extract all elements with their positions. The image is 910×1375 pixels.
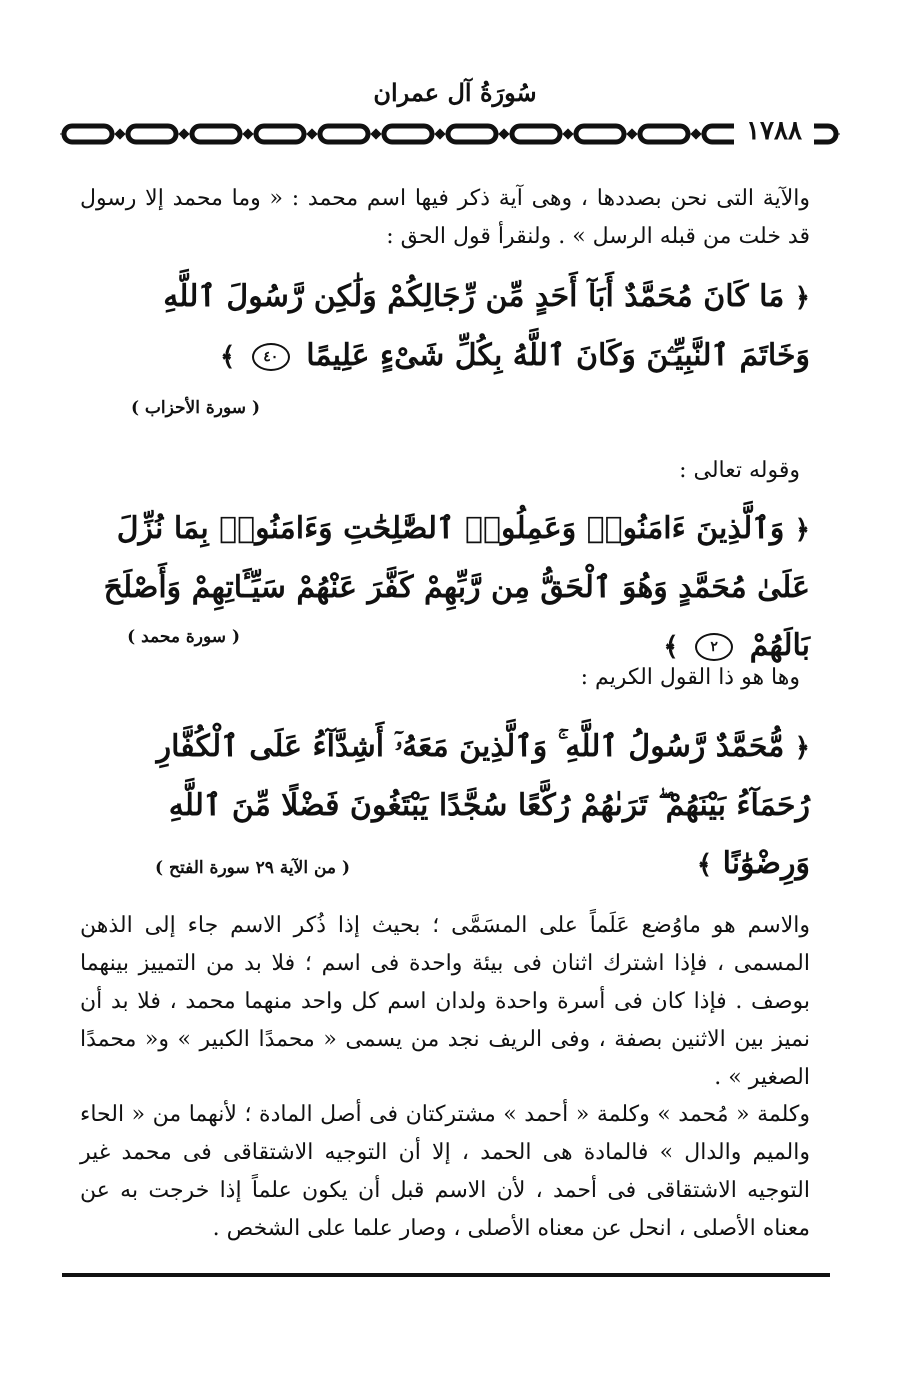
verse-close-ornament: ﴾ (663, 632, 679, 662)
intro-paragraph: والآية التى نحن بصددها ، وهى آية ذكر فيها اسم محمد : « وما محمد إلا رسول قد خلت من قبله الرسل » . ولنقرأ قول الحق : (80, 186, 810, 249)
verse-open-ornament: ﴿ (794, 283, 810, 313)
verse-text: مَا كَانَ مُحَمَّدٌ أَبَآ أَحَدٍ مِّن رِّجَالِكُمْ وَلَٰكِن رَّسُولَ ٱللَّهِ وَخَاتَمَ ٱلنَّبِيِّـۧنَ وَكَانَ ٱللَّهُ بِكُلِّ شَىْءٍ عَلِيمًا (163, 279, 810, 373)
quran-verse-2 (90, 500, 810, 676)
ayah-number-marker: ٢ (695, 633, 733, 661)
body-paragraph-2: وكلمة « مُحمد » وكلمة « أحمد » مشتركتان فى أصل المادة ؛ لأنهما من « الحاء والميم والدال » فالمادة هى الحمد ، إلا أن التوجيه الاشتقاقى فى محمد غير التوجيه الاشتقاقى فى أحمد ، لأن الاسم قبل أن يكون علماً إذا خرجت به عن معناه الأصلى ، انحل عن معناه الأصلى ، وصار علما على الشخص . (80, 1102, 810, 1241)
verse-intro: وقوله تعالى : (679, 458, 800, 483)
verse-open-ornament: ﴿ (794, 733, 810, 763)
verse-text: وَٱلَّذِينَ ءَامَنُوا۟ وَعَمِلُوا۟ ٱلصَّٰلِحَٰتِ وَءَامَنُوا۟ بِمَا نُزِّلَ عَلَىٰ مُحَمَّدٍ وَهُوَ ٱلْحَقُّ مِن رَّبِّهِمْ كَفَّرَ عَنْهُمْ سَيِّـَٔاتِهِمْ وَأَصْلَحَ بَالَهُمْ (103, 511, 810, 663)
verse-intro: وها هو ذا القول الكريم : (580, 665, 800, 690)
header-chain-ornament (60, 117, 840, 151)
sura-title: سُورَةُ آل عمران (373, 78, 537, 107)
body-paragraph-1: والاسم هو ماوُضع عَلَماً على المسَمَّى ؛ بحيث إذا ذُكر الاسم جاء إلى الذهن المسمى ، فإذا اشترك اثنان فى بيئة واحدة فى اسم ؛ فلا بد من التمييز بينهما بوصف . فإذا كان فى أسرة واحدة ولدان اسم كل واحد منهما محمد ، فلا بد أن نميز بين الاثنين بصفة ، وفى الريف نجد من يسمى « محمدًا الكبير » و« محمدًا الصغير » . (80, 913, 810, 1090)
verse-text: مُّحَمَّدٌ رَّسُولُ ٱللَّهِ ۚ وَٱلَّذِينَ مَعَهُۥٓ أَشِدَّآءُ عَلَى ٱلْكُفَّارِ رُحَمَآءُ بَيْنَهُمْ ۖ تَرَىٰهُمْ رُكَّعًا سُجَّدًا يَبْتَغُونَ فَضْلًا مِّنَ ٱللَّهِ وَرِضْوَٰنًا (156, 729, 810, 881)
page-number: ١٧٨٨ (734, 116, 814, 146)
quran-verse-1 (90, 268, 810, 386)
verse-source: ( من الآية ٢٩ سورة الفتح ) (155, 858, 350, 878)
verse-close-ornament: ﴾ (696, 850, 713, 880)
verse-source: ( سورة الأحزاب ) (130, 398, 260, 418)
footer-rule (62, 1273, 830, 1277)
verse-open-ornament: ﴿ (794, 515, 810, 545)
ayah-number-marker: ٤٠ (252, 343, 290, 371)
verse-source: ( سورة محمد ) (127, 627, 240, 647)
verse-close-ornament: ﴾ (220, 342, 236, 372)
